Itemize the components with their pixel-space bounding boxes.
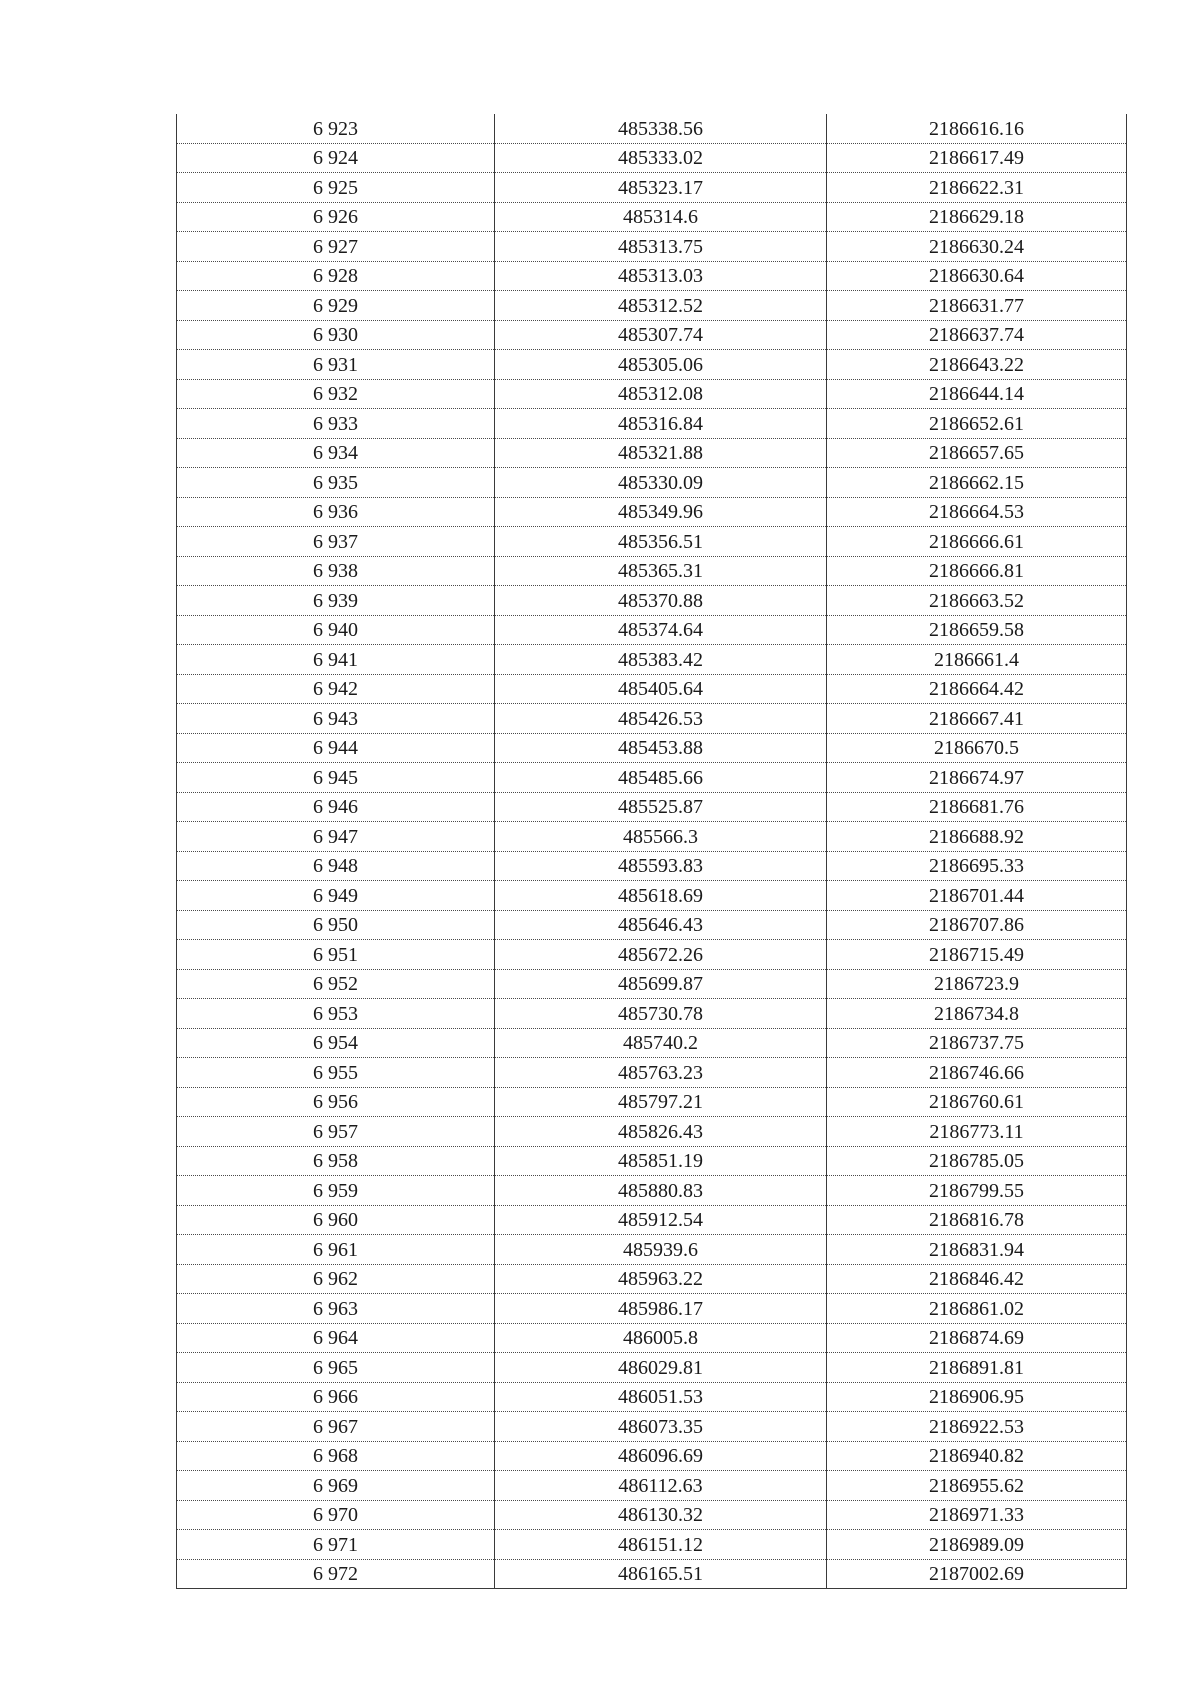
point-id-cell: 6 963: [177, 1294, 495, 1324]
y-coordinate-cell: 2186746.66: [827, 1058, 1127, 1088]
x-coordinate-cell: 485525.87: [495, 792, 827, 822]
y-coordinate-cell: 2186891.81: [827, 1353, 1127, 1383]
x-coordinate-cell: 485763.23: [495, 1058, 827, 1088]
x-coordinate-cell: 485321.88: [495, 438, 827, 468]
x-coordinate-cell: 485405.64: [495, 674, 827, 704]
point-id-cell: 6 959: [177, 1176, 495, 1206]
y-coordinate-cell: 2186630.64: [827, 261, 1127, 291]
y-coordinate-cell: 2186666.81: [827, 556, 1127, 586]
table-row: [177, 674, 1127, 704]
table-row: [177, 999, 1127, 1029]
point-id-cell: 6 938: [177, 556, 495, 586]
x-coordinate-cell: 485699.87: [495, 969, 827, 999]
y-coordinate-cell: 2186688.92: [827, 822, 1127, 852]
x-coordinate-cell: 485338.56: [495, 114, 827, 143]
table-row: [177, 969, 1127, 999]
table-row: [177, 202, 1127, 232]
x-coordinate-cell: 486073.35: [495, 1412, 827, 1442]
point-id-cell: 6 931: [177, 350, 495, 380]
table-row: [177, 1412, 1127, 1442]
table-row: [177, 1382, 1127, 1412]
point-id-cell: 6 939: [177, 586, 495, 616]
y-coordinate-cell: 2186622.31: [827, 173, 1127, 203]
table-row: [177, 910, 1127, 940]
y-coordinate-cell: 2186760.61: [827, 1087, 1127, 1117]
table-row: [177, 379, 1127, 409]
y-coordinate-cell: 2186785.05: [827, 1146, 1127, 1176]
table-row: [177, 320, 1127, 350]
y-coordinate-cell: 2186831.94: [827, 1235, 1127, 1265]
table-row: [177, 645, 1127, 675]
y-coordinate-cell: 2186657.65: [827, 438, 1127, 468]
point-id-cell: 6 941: [177, 645, 495, 675]
point-id-cell: 6 968: [177, 1441, 495, 1471]
y-coordinate-cell: 2186861.02: [827, 1294, 1127, 1324]
point-id-cell: 6 940: [177, 615, 495, 645]
table-row: [177, 763, 1127, 793]
point-id-cell: 6 958: [177, 1146, 495, 1176]
x-coordinate-cell: 485851.19: [495, 1146, 827, 1176]
x-coordinate-cell: 485305.06: [495, 350, 827, 380]
point-id-cell: 6 965: [177, 1353, 495, 1383]
table-row: [177, 1235, 1127, 1265]
table-row: [177, 497, 1127, 527]
y-coordinate-cell: 2186874.69: [827, 1323, 1127, 1353]
table-row: [177, 468, 1127, 498]
x-coordinate-cell: 485349.96: [495, 497, 827, 527]
x-coordinate-cell: 485730.78: [495, 999, 827, 1029]
point-id-cell: 6 969: [177, 1471, 495, 1501]
table-row: [177, 1530, 1127, 1560]
x-coordinate-cell: 485740.2: [495, 1028, 827, 1058]
table-row: [177, 1294, 1127, 1324]
x-coordinate-cell: 485330.09: [495, 468, 827, 498]
table-row: [177, 261, 1127, 291]
x-coordinate-cell: 486029.81: [495, 1353, 827, 1383]
x-coordinate-cell: 485672.26: [495, 940, 827, 970]
table-row: [177, 704, 1127, 734]
point-id-cell: 6 964: [177, 1323, 495, 1353]
y-coordinate-cell: 2186674.97: [827, 763, 1127, 793]
x-coordinate-cell: 485797.21: [495, 1087, 827, 1117]
x-coordinate-cell: 486096.69: [495, 1441, 827, 1471]
point-id-cell: 6 946: [177, 792, 495, 822]
x-coordinate-cell: 485312.08: [495, 379, 827, 409]
point-id-cell: 6 935: [177, 468, 495, 498]
point-id-cell: 6 961: [177, 1235, 495, 1265]
point-id-cell: 6 928: [177, 261, 495, 291]
table-row: [177, 232, 1127, 262]
point-id-cell: 6 970: [177, 1500, 495, 1530]
x-coordinate-cell: 485383.42: [495, 645, 827, 675]
y-coordinate-cell: 2186666.61: [827, 527, 1127, 557]
y-coordinate-cell: 2186707.86: [827, 910, 1127, 940]
y-coordinate-cell: 2186816.78: [827, 1205, 1127, 1235]
point-id-cell: 6 927: [177, 232, 495, 262]
y-coordinate-cell: 2186701.44: [827, 881, 1127, 911]
y-coordinate-cell: 2186644.14: [827, 379, 1127, 409]
table-row: [177, 1087, 1127, 1117]
y-coordinate-cell: 2186737.75: [827, 1028, 1127, 1058]
point-id-cell: 6 945: [177, 763, 495, 793]
point-id-cell: 6 967: [177, 1412, 495, 1442]
point-id-cell: 6 944: [177, 733, 495, 763]
table-row: [177, 1028, 1127, 1058]
y-coordinate-cell: 2186971.33: [827, 1500, 1127, 1530]
table-row: [177, 1323, 1127, 1353]
y-coordinate-cell: 2186661.4: [827, 645, 1127, 675]
table-row: [177, 1264, 1127, 1294]
point-id-cell: 6 933: [177, 409, 495, 439]
table-row: [177, 173, 1127, 203]
y-coordinate-cell: 2186631.77: [827, 291, 1127, 321]
y-coordinate-cell: 2187002.69: [827, 1559, 1127, 1589]
x-coordinate-cell: 485986.17: [495, 1294, 827, 1324]
table-row: [177, 1205, 1127, 1235]
x-coordinate-cell: 485313.75: [495, 232, 827, 262]
point-id-cell: 6 942: [177, 674, 495, 704]
x-coordinate-cell: 485939.6: [495, 1235, 827, 1265]
x-coordinate-cell: 486112.63: [495, 1471, 827, 1501]
y-coordinate-cell: 2186846.42: [827, 1264, 1127, 1294]
table-row: [177, 409, 1127, 439]
x-coordinate-cell: 485370.88: [495, 586, 827, 616]
x-coordinate-cell: 486165.51: [495, 1559, 827, 1589]
x-coordinate-cell: 485646.43: [495, 910, 827, 940]
y-coordinate-cell: 2186630.24: [827, 232, 1127, 262]
table-row: [177, 350, 1127, 380]
point-id-cell: 6 937: [177, 527, 495, 557]
table-row: [177, 527, 1127, 557]
y-coordinate-cell: 2186637.74: [827, 320, 1127, 350]
table-row: [177, 1500, 1127, 1530]
point-id-cell: 6 966: [177, 1382, 495, 1412]
point-id-cell: 6 951: [177, 940, 495, 970]
x-coordinate-cell: 485485.66: [495, 763, 827, 793]
x-coordinate-cell: 485333.02: [495, 143, 827, 173]
point-id-cell: 6 972: [177, 1559, 495, 1589]
point-id-cell: 6 932: [177, 379, 495, 409]
x-coordinate-cell: 485365.31: [495, 556, 827, 586]
y-coordinate-cell: 2186940.82: [827, 1441, 1127, 1471]
point-id-cell: 6 955: [177, 1058, 495, 1088]
point-id-cell: 6 947: [177, 822, 495, 852]
point-id-cell: 6 954: [177, 1028, 495, 1058]
table-row: [177, 1559, 1127, 1589]
y-coordinate-cell: 2186659.58: [827, 615, 1127, 645]
x-coordinate-cell: 485826.43: [495, 1117, 827, 1147]
table-row: [177, 143, 1127, 173]
x-coordinate-cell: 485314.6: [495, 202, 827, 232]
x-coordinate-cell: 486005.8: [495, 1323, 827, 1353]
table-row: [177, 114, 1127, 143]
point-id-cell: 6 960: [177, 1205, 495, 1235]
y-coordinate-cell: 2186695.33: [827, 851, 1127, 881]
point-id-cell: 6 930: [177, 320, 495, 350]
x-coordinate-cell: 486051.53: [495, 1382, 827, 1412]
table-row: [177, 1146, 1127, 1176]
point-id-cell: 6 957: [177, 1117, 495, 1147]
table-row: [177, 1441, 1127, 1471]
coordinate-table: [176, 114, 1127, 1589]
point-id-cell: 6 924: [177, 143, 495, 173]
table-row: [177, 881, 1127, 911]
table-row: [177, 940, 1127, 970]
y-coordinate-cell: 2186617.49: [827, 143, 1127, 173]
y-coordinate-cell: 2186955.62: [827, 1471, 1127, 1501]
x-coordinate-cell: 485593.83: [495, 851, 827, 881]
y-coordinate-cell: 2186670.5: [827, 733, 1127, 763]
point-id-cell: 6 948: [177, 851, 495, 881]
y-coordinate-cell: 2186663.52: [827, 586, 1127, 616]
y-coordinate-cell: 2186664.42: [827, 674, 1127, 704]
point-id-cell: 6 943: [177, 704, 495, 734]
point-id-cell: 6 950: [177, 910, 495, 940]
y-coordinate-cell: 2186667.41: [827, 704, 1127, 734]
table-row: [177, 1117, 1127, 1147]
table-row: [177, 822, 1127, 852]
table-row: [177, 792, 1127, 822]
x-coordinate-cell: 485912.54: [495, 1205, 827, 1235]
y-coordinate-cell: 2186664.53: [827, 497, 1127, 527]
table-row: [177, 586, 1127, 616]
point-id-cell: 6 949: [177, 881, 495, 911]
table-row: [177, 1353, 1127, 1383]
table-row: [177, 291, 1127, 321]
y-coordinate-cell: 2186922.53: [827, 1412, 1127, 1442]
point-id-cell: 6 934: [177, 438, 495, 468]
x-coordinate-cell: 485453.88: [495, 733, 827, 763]
y-coordinate-cell: 2186989.09: [827, 1530, 1127, 1560]
table-row: [177, 615, 1127, 645]
coordinate-table-body: [177, 114, 1127, 1589]
x-coordinate-cell: 486130.32: [495, 1500, 827, 1530]
x-coordinate-cell: 485566.3: [495, 822, 827, 852]
point-id-cell: 6 929: [177, 291, 495, 321]
y-coordinate-cell: 2186906.95: [827, 1382, 1127, 1412]
table-row: [177, 1058, 1127, 1088]
x-coordinate-cell: 485426.53: [495, 704, 827, 734]
y-coordinate-cell: 2186734.8: [827, 999, 1127, 1029]
y-coordinate-cell: 2186799.55: [827, 1176, 1127, 1206]
x-coordinate-cell: 485313.03: [495, 261, 827, 291]
y-coordinate-cell: 2186652.61: [827, 409, 1127, 439]
point-id-cell: 6 953: [177, 999, 495, 1029]
point-id-cell: 6 971: [177, 1530, 495, 1560]
point-id-cell: 6 962: [177, 1264, 495, 1294]
table-row: [177, 851, 1127, 881]
x-coordinate-cell: 485312.52: [495, 291, 827, 321]
y-coordinate-cell: 2186715.49: [827, 940, 1127, 970]
y-coordinate-cell: 2186643.22: [827, 350, 1127, 380]
table-row: [177, 1471, 1127, 1501]
x-coordinate-cell: 485307.74: [495, 320, 827, 350]
x-coordinate-cell: 485963.22: [495, 1264, 827, 1294]
x-coordinate-cell: 485618.69: [495, 881, 827, 911]
table-row: [177, 438, 1127, 468]
y-coordinate-cell: 2186616.16: [827, 114, 1127, 143]
y-coordinate-cell: 2186723.9: [827, 969, 1127, 999]
table-row: [177, 733, 1127, 763]
point-id-cell: 6 925: [177, 173, 495, 203]
point-id-cell: 6 926: [177, 202, 495, 232]
table-row: [177, 1176, 1127, 1206]
x-coordinate-cell: 485374.64: [495, 615, 827, 645]
y-coordinate-cell: 2186662.15: [827, 468, 1127, 498]
y-coordinate-cell: 2186629.18: [827, 202, 1127, 232]
x-coordinate-cell: 486151.12: [495, 1530, 827, 1560]
y-coordinate-cell: 2186773.11: [827, 1117, 1127, 1147]
point-id-cell: 6 936: [177, 497, 495, 527]
x-coordinate-cell: 485880.83: [495, 1176, 827, 1206]
point-id-cell: 6 952: [177, 969, 495, 999]
x-coordinate-cell: 485316.84: [495, 409, 827, 439]
point-id-cell: 6 956: [177, 1087, 495, 1117]
table-row: [177, 556, 1127, 586]
y-coordinate-cell: 2186681.76: [827, 792, 1127, 822]
x-coordinate-cell: 485356.51: [495, 527, 827, 557]
point-id-cell: 6 923: [177, 114, 495, 143]
x-coordinate-cell: 485323.17: [495, 173, 827, 203]
